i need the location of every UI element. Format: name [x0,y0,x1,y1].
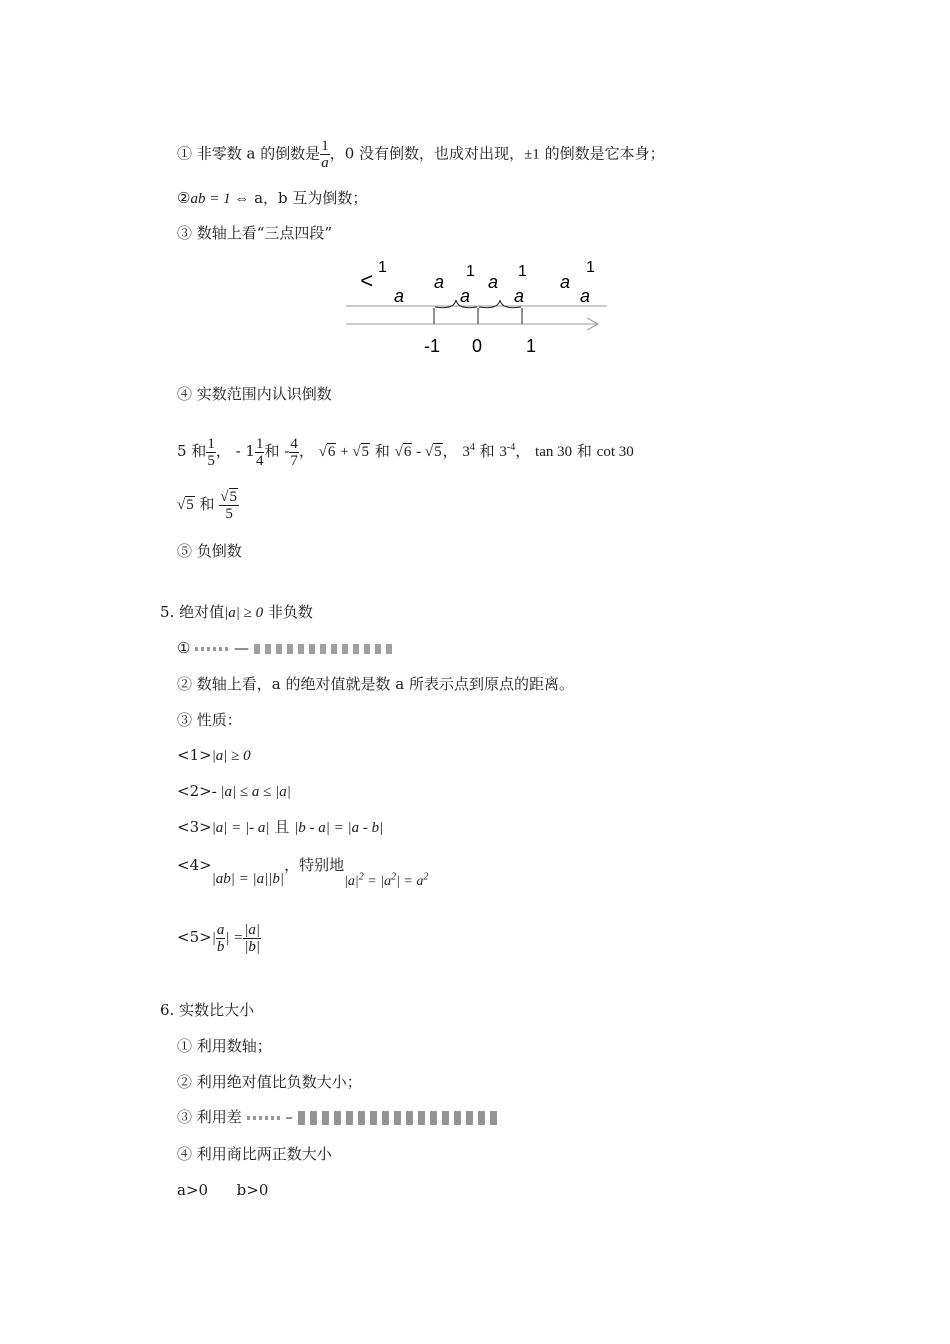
section-6-title: 6. 实数比大小 [160,1001,255,1019]
one-label-3: 1 [518,263,527,280]
plus-minus-one: ±1 [524,146,540,163]
a-label-7: a [580,286,591,306]
a-label-6: a [560,272,571,292]
garbled-formula-4 [298,1111,498,1125]
compare-point-5: a>0 b>0 [177,1181,269,1199]
garbled-formula-3 [247,1116,281,1120]
reciprocal-line-4: ④ 实数范围内认识倒数 [177,385,332,403]
fraction-1-over-a: $\frac{1}{a}$ [321,138,329,171]
one-label-2: 1 [466,263,475,280]
abs-property-1: <1>|a| ≥ 0 [177,746,251,764]
reciprocal-examples-line-2: √5 和 $\frac{√5}{5}$ [177,488,238,522]
abs-property-4: <4>|ab| = |a||b|，特别地$|a|^2 = |a^2| = a^2$ [177,856,429,889]
a-label-3: a [460,286,471,306]
one-label-1: 1 [378,259,387,276]
one-label-4: 1 [586,259,595,276]
compare-point-2: ② 利用绝对值比负数大小； [177,1073,362,1091]
reciprocal-line-5: ⑤ 负倒数 [177,542,242,560]
abs-point-2: ② 数轴上看，a 的绝对值就是数 a 所表示点到原点的距离。 [177,675,574,693]
abs-point-3: ③ 性质： [177,711,242,729]
a-label-2: a [434,272,445,292]
abs-point-1: ① — [177,638,394,658]
reciprocal-line-3: ③ 数轴上看“三点四段” [177,224,333,242]
reciprocal-line-1: ① 非零数 a 的倒数是 $\frac{1}{a}$ ，0 没有倒数，也成对出现，±1 的倒数是它本身； [177,138,665,171]
brace-1 [435,300,477,308]
abs-property-5: <5>| $\frac{a}{b}$ | = $\frac{|a|}{|b|}$ [177,921,261,955]
section-5-title: 5. 绝对值|a| ≥ 0 非负数 [160,603,313,621]
inequality-symbol-1: < [360,268,373,293]
compare-point-1: ① 利用数轴； [177,1037,272,1055]
abs-property-3: <3>|a| = |- a| 且 |b - a| = |a - b| [177,818,384,836]
tick-label-1: 1 [526,336,537,356]
reciprocal-examples-line: 5 和 $\frac{1}{5}$ ， - 1 $\frac{1}{4}$ 和 - $\frac{4}{7}$ ， √6 + √5 和 √6 - √5， $3^4$ 和 $3^{-4}$， tan 30 和 cot 30 [177,435,634,469]
reciprocal-line-2: ②ab = 1 ⇔ a，b 互为倒数； [177,189,368,207]
tick-label-0: 0 [472,336,483,356]
abs-property-2: <2>- |a| ≤ a ≤ |a| [177,782,291,800]
garbled-formula-1 [195,647,229,651]
compare-point-3: ③ 利用差 – [177,1107,498,1127]
garbled-formula-2 [254,644,394,654]
number-line-diagram [342,258,612,358]
tick-label-neg1: -1 [424,336,441,356]
a-label-5: a [514,286,525,306]
compare-point-4: ④ 利用商比两正数大小 [177,1145,332,1163]
a-label-1: a [394,286,405,306]
a-label-4: a [488,272,499,292]
